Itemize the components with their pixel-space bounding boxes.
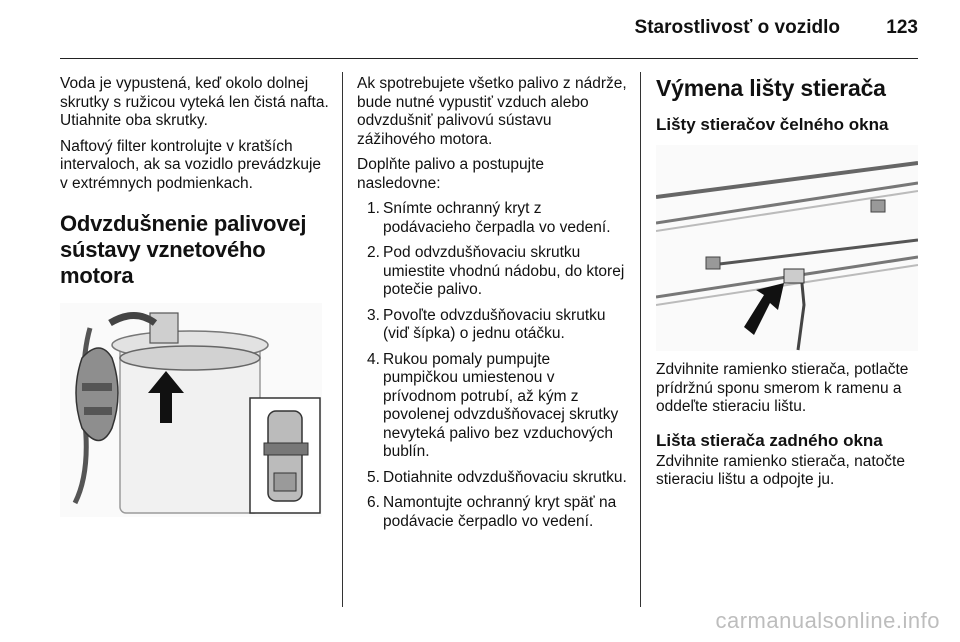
column-left — [60, 75, 330, 527]
page-number: 123 — [886, 17, 918, 38]
paragraph-front-wiper-instruction: Zdvihnite ramienko stierača, potlačte prídržnú sponu smerom k ramenu a oddeľte stieraciu lištu. — [656, 361, 909, 415]
heading-fuel-bleeding: Odvzdušnenie palivovej sústavy vznetového motora — [60, 211, 307, 288]
list-item: 3. Povoľte odvzdušňovaciu skrutku (viď šípka) o jednu otáčku. — [367, 306, 606, 342]
paragraph-rear-wiper-instruction: Zdvihnite ramienko stierača, natočte stieraciu lištu a odpojte ju. — [656, 452, 905, 488]
column-divider-2 — [640, 72, 641, 607]
paragraph-fuel-empty: Ak spotrebujete všetko palivo z nádrže, bude nutné vypustiť vzduch alebo odvzdušniť palivovú sústavu zážihového motora. — [357, 75, 627, 148]
subheading-rear-wiper: Lišta stierača zadného okna — [656, 430, 883, 450]
list-item: 2. Pod odvzdušňovaciu skrutku umiestite vhodnú nádobu, do ktorej potečie palivo. — [367, 244, 625, 298]
paragraph-filter-check: Naftový filter kontrolujte v kratších intervaloch, ak sa vozidlo prevádzkuje v extrémnych podmienkach. — [60, 137, 322, 192]
list-item: 4. Rukou pomaly pumpujte pumpičkou umiestenou v prívodnom potrubí, až kým z povolenej odvzdušňovacej skrutky nevyteká palivo bez vzduchových bublín. — [367, 350, 619, 460]
fuel-pump-illustration — [60, 303, 322, 517]
subheading-front-wipers: Lišty stieračov čelného okna — [656, 115, 889, 134]
column-divider-1 — [342, 72, 343, 607]
watermark: carmanualsonline.info — [715, 608, 940, 633]
heading-wiper-replacement: Výmena lišty stierača — [656, 75, 886, 101]
column-right — [656, 75, 924, 497]
wiper-blade-illustration — [656, 145, 918, 351]
page-header — [60, 0, 918, 59]
column-middle — [357, 75, 627, 538]
bleeding-steps-list — [357, 200, 627, 531]
page-title: Starostlivosť o vozidlo — [634, 17, 840, 38]
list-item: 6. Namontujte ochranný kryt späť na podávacie čerpadlo vo vedení. — [367, 494, 617, 530]
list-item: 5. Dotiahnite odvzdušňovaciu skrutku. — [367, 468, 627, 486]
paragraph-refill: Doplňte palivo a postupujte nasledovne: — [357, 156, 544, 192]
list-item: 1. Snímte ochranný kryt z podávacieho čerpadla vo vedení. — [367, 200, 611, 236]
paragraph-water-drained: Voda je vypustená, keď okolo dolnej skrutky s ružicou vyteká len čistá nafta. Utiahnite oba skrutky. — [60, 75, 329, 129]
